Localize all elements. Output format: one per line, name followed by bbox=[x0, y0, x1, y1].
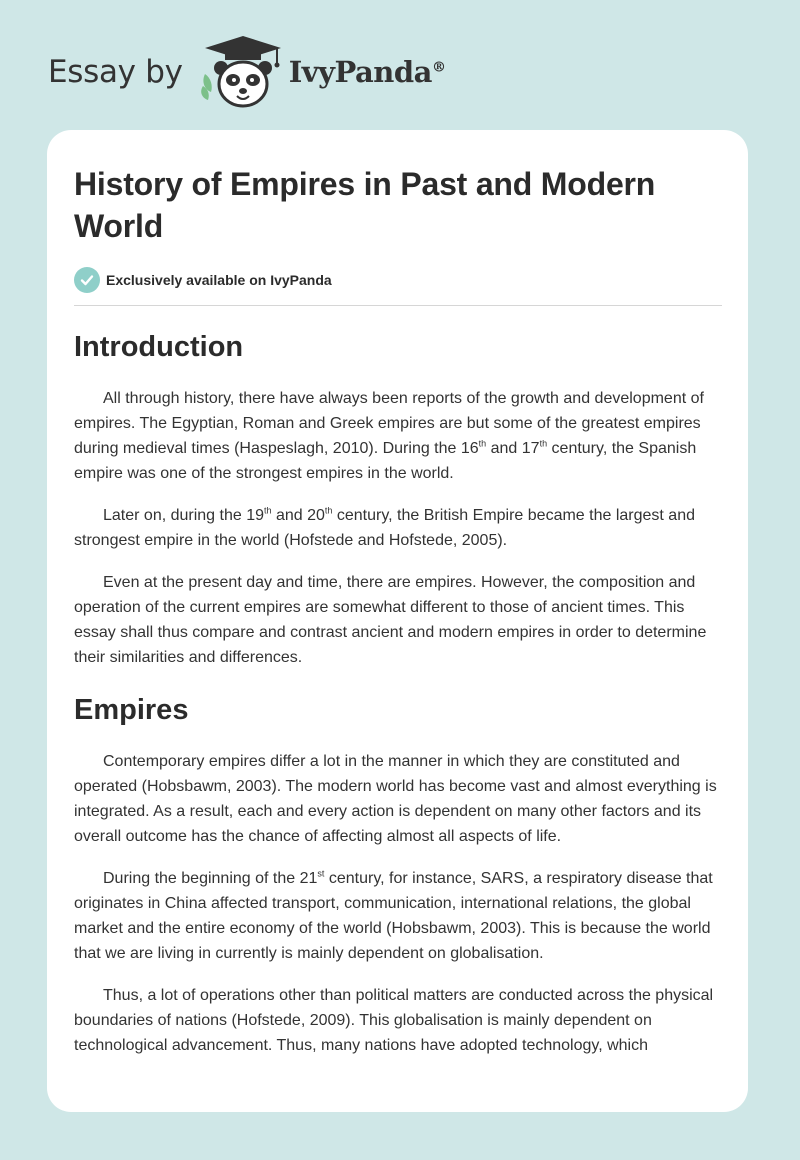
essay-content bbox=[74, 163, 722, 1058]
paragraph: All through history, there have always been reports of the growth and development of empires. The Egyptian, Roman and Greek empires are but some of the greatest empires during medieval times (Haspeslagh, 2010). During the 16th and 17th century, the Spanish empire was one of the strongest empires in the world. bbox=[74, 390, 704, 482]
exclusive-badge bbox=[74, 267, 722, 293]
brand-name bbox=[289, 55, 446, 89]
paragraph: During the beginning of the 21st century, for instance, SARS, a respiratory disease that originates in China affected transport, communication, international relations, the global market and the entire economy of the world (Hobsbawm, 2003). This is because the world that we are living in currently is mainly dependent on globalisation. bbox=[74, 868, 713, 962]
site-header bbox=[48, 34, 508, 110]
section-heading-empires: Empires bbox=[74, 694, 189, 726]
section-empires-body bbox=[74, 749, 722, 1058]
check-icon bbox=[74, 267, 100, 293]
registered-mark: ® bbox=[431, 59, 446, 76]
paragraph: Contemporary empires differ a lot in the manner in which they are constituted and operated (Hobsbawm, 2003). The modern world has become vast and almost everything is integrated. As a result, each and every action is dependent on many other factors and its overall outcome has the chance of affecting almost all aspects of life. bbox=[74, 753, 717, 845]
exclusive-text: Exclusively available on IvyPanda bbox=[106, 272, 332, 288]
essay-title: History of Empires in Past and Modern World bbox=[74, 166, 656, 244]
essay-card bbox=[47, 130, 748, 1112]
divider bbox=[74, 305, 722, 306]
paragraph: Thus, a lot of operations other than political matters are conducted across the physical boundaries of nations (Hofstede, 2009). This globalisation is mainly dependent on technological advancement. Thus, many nations have adopted technology, which bbox=[74, 987, 714, 1054]
essay-by-label: Essay by bbox=[48, 54, 183, 90]
paragraph: Even at the present day and time, there are empires. However, the composition and operation of the current empires are somewhat different to those of ancient times. This essay shall thus compare and contrast ancient and modern empires in order to determine their similarities and differences. bbox=[74, 574, 707, 666]
section-heading-introduction: Introduction bbox=[74, 331, 244, 363]
brand-text: IvyPanda bbox=[288, 55, 432, 89]
section-introduction-body bbox=[74, 386, 722, 670]
paragraph: Later on, during the 19th and 20th century, the British Empire became the largest and strongest empire in the world (Hofstede and Hofstede, 2005). bbox=[74, 505, 695, 549]
ivypanda-logo-icon[interactable] bbox=[199, 34, 287, 110]
